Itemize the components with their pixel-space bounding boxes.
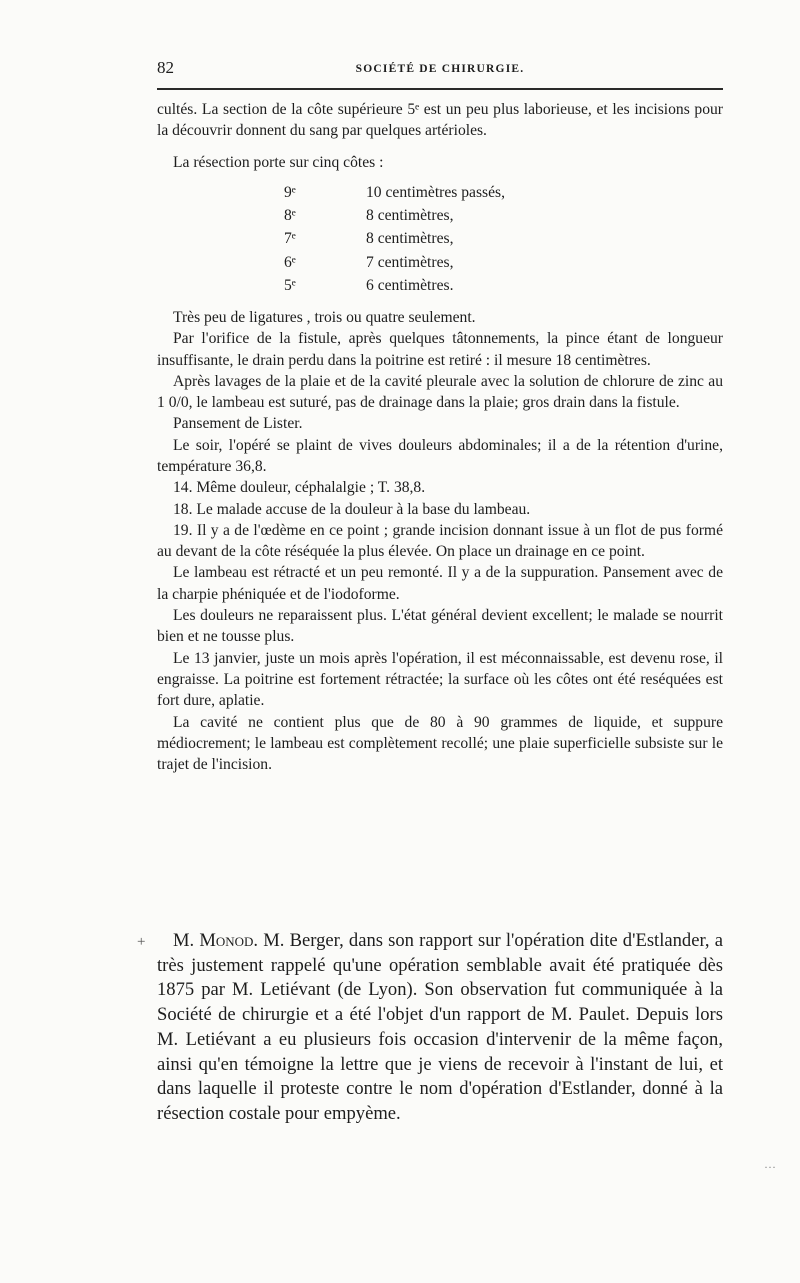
rib-length: 10 centimètres passés, — [366, 183, 506, 201]
rib-number: 5ᵉ — [284, 276, 296, 294]
rib-resection-table — [284, 181, 505, 297]
page-number: 82 — [157, 58, 174, 77]
speaker-name: M. Monod. — [173, 930, 259, 951]
paragraph-cavity: La cavité ne contient plus que de 80 à 90 grammes de liquide, et suppure médiocrement; le lambeau est complètement recollé; une plaie superficielle subsiste sur le trajet de l'incision. — [157, 713, 723, 774]
rib-length: 7 centimètres, — [366, 253, 454, 271]
paragraph-continuation: cultés. La section de la côte supérieure 5ᵉ est un peu plus laborieuse, et les incisions pour la découvrir donnent du sang par quelques artérioles. — [157, 101, 723, 140]
paragraph-day-19: 19. Il y a de l'œdème en ce point ; grande incision donnant issue à un flot de pus formé au devant de la côte réséquée la plus élevée. On place un drainage en ce point. — [157, 521, 723, 561]
table-row — [284, 251, 505, 274]
paragraph-day-14: 14. Même douleur, céphalalgie ; T. 38,8. — [173, 479, 426, 497]
margin-mark: + — [137, 934, 146, 950]
paragraph-evening: Le soir, l'opéré se plaint de vives douleurs abdominales; il a de la rétention d'urine, température 36,8. — [157, 436, 723, 475]
header-rule — [157, 88, 723, 90]
rib-number: 8ᵉ — [284, 207, 296, 225]
running-title: SOCIÉTÉ DE CHIRURGIE. — [355, 63, 525, 75]
rib-length: 8 centimètres, — [366, 207, 454, 225]
monod-remarks: M. Berger, dans son rapport sur l'opération dite d'Estlander, a très justement rappelé qu'une opération semblable avait été pratiquée dès 1875 par M. Letiévant (de Lyon). Son observation fut communiquée à la Société de chirurgie et a été l'objet d'un rapport de M. Paulet. Depuis lors M. Letiévant a eu plusieurs fois occasion d'intervenir de la même façon, ainsi qu'en témoigne la lettre que je viens de recevoir à l'instant de lui, et dans laquelle il proteste contre le nom d'opération d'Estlander, donné à la résection costale pour empyème. — [157, 930, 723, 1124]
rib-number: 7ᵉ — [284, 230, 296, 248]
table-row — [284, 227, 505, 250]
paragraph-january-13: Le 13 janvier, juste un mois après l'opération, il est méconnaissable, est devenu rose, il engraisse. La poitrine est fortement rétractée; la surface où les côtes ont été reséquées est fort dure, aplatie. — [157, 649, 723, 710]
paragraph-resection-intro: La résection porte sur cinq côtes : — [173, 153, 384, 171]
paragraph-lavage: Après lavages de la plaie et de la cavité pleurale avec la solution de chlorure de zinc au 1 0/0, le lambeau est suturé, pas de drainage dans la plaie; gros drain dans la fistule. — [157, 372, 723, 412]
rib-length: 8 centimètres, — [366, 230, 454, 248]
print-specks: ··· — [764, 1160, 776, 1174]
table-row — [284, 274, 505, 297]
rib-length: 6 centimètres. — [366, 276, 454, 294]
body-text — [157, 99, 723, 775]
rib-number: 6ᵉ — [284, 253, 296, 271]
paragraph-monod — [157, 929, 723, 1127]
paragraph-pain-resolved: Les douleurs ne reparaissent plus. L'état général devient excellent; le malade se nourrit bien et ne tousse plus. — [157, 607, 723, 646]
paragraph-ligatures: Très peu de ligatures , trois ou quatre seulement. — [173, 308, 476, 326]
table-row — [284, 181, 505, 204]
paragraph-fistula: Par l'orifice de la fistule, après quelques tâtonnements, la pince étant de longueur insuffisante, le drain perdu dans la poitrine est retiré : il mesure 18 centimètres. — [157, 330, 723, 369]
page-header — [157, 58, 723, 84]
discussion-section — [157, 929, 723, 1127]
table-row — [284, 204, 505, 227]
rib-number: 9ᵉ — [284, 183, 296, 201]
paragraph-dressing: Pansement de Lister. — [173, 415, 303, 433]
paragraph-flap: Le lambeau est rétracté et un peu remonté. Il y a de la suppuration. Pansement avec de la charpie phéniquée et de l'iodoforme. — [157, 564, 723, 603]
paragraph-day-18: 18. Le malade accuse de la douleur à la base du lambeau. — [173, 500, 531, 518]
